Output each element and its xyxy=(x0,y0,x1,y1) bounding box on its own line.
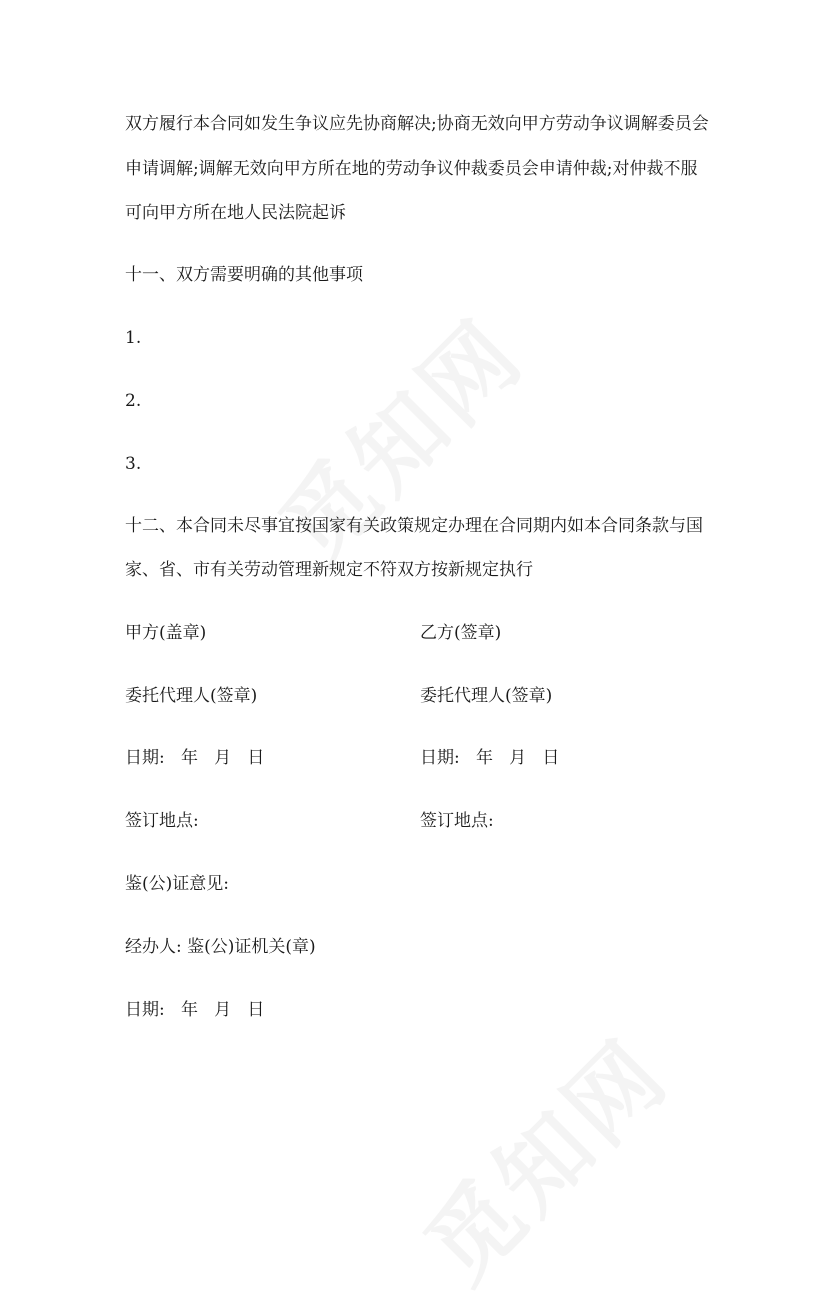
party-a-seal: 甲方(盖章) xyxy=(125,623,207,643)
watermark xyxy=(391,1005,692,1306)
party-b-agent: 委托代理人(签章) xyxy=(420,686,553,706)
party-a-place: 签订地点: xyxy=(125,811,199,831)
notary-date: 日期: 年 月 日 xyxy=(125,1000,265,1020)
paragraph-line: 申请调解;调解无效向甲方所在地的劳动争议仲裁委员会申请仲裁;对仲裁不服 xyxy=(125,159,698,179)
party-b-date: 日期: 年 月 日 xyxy=(420,748,560,768)
section-11-title: 十一、双方需要明确的其他事项 xyxy=(125,265,363,285)
paragraph-line: 家、省、市有关劳动管理新规定不符双方按新规定执行 xyxy=(125,560,533,580)
paragraph-line: 十二、本合同未尽事宜按国家有关政策规定办理在合同期内如本合同条款与国 xyxy=(125,516,703,536)
party-b-place: 签订地点: xyxy=(420,811,494,831)
paragraph-line: 双方履行本合同如发生争议应先协商解决;协商无效向甲方劳动争议调解委员会 xyxy=(125,114,709,134)
notary-handler: 经办人: 鉴(公)证机关(章) xyxy=(125,937,316,957)
party-b-seal: 乙方(签章) xyxy=(420,623,502,643)
notary-opinion: 鉴(公)证意见: xyxy=(125,874,229,894)
list-item: 3. xyxy=(125,454,142,474)
list-item: 1. xyxy=(125,328,142,348)
party-a-agent: 委托代理人(签章) xyxy=(125,686,258,706)
paragraph-line: 可向甲方所在地人民法院起诉 xyxy=(125,203,346,223)
list-item: 2. xyxy=(125,391,142,411)
party-a-date: 日期: 年 月 日 xyxy=(125,748,265,768)
